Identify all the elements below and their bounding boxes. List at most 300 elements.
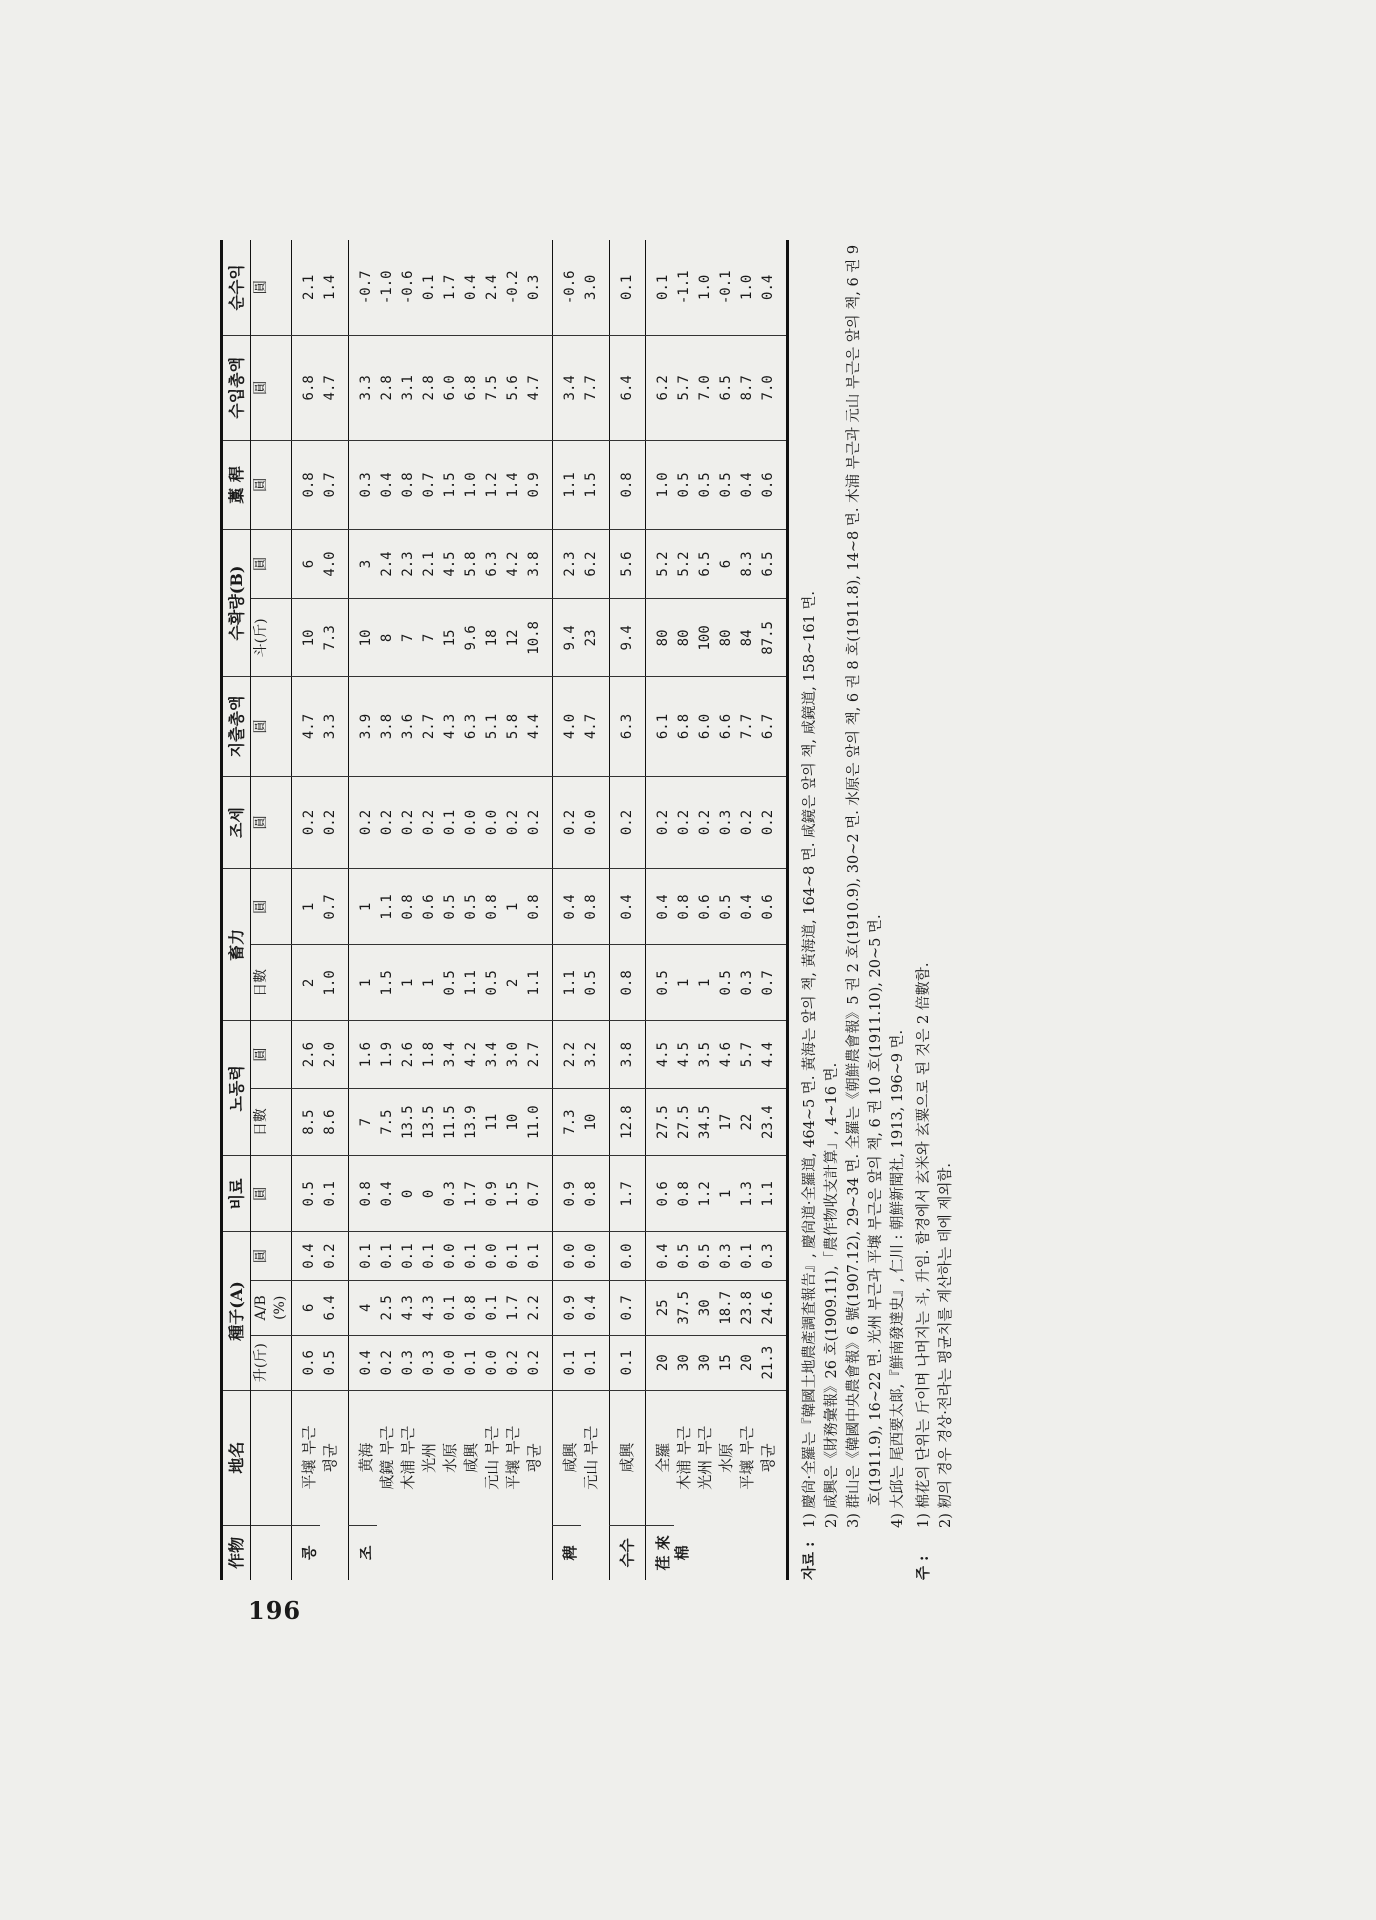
table-row [419, 240, 440, 1580]
unit-seed-ratio: A/B (%) [251, 1280, 292, 1335]
value-cell: 0.8 [610, 945, 646, 1021]
value-cell: 0.6 [292, 1335, 321, 1390]
value-cell: 0.5 [695, 441, 716, 530]
value-cell: 1.5 [377, 945, 398, 1021]
value-cell: 6.0 [440, 335, 461, 441]
value-cell: 0.4 [292, 1232, 321, 1281]
value-cell: 9.4 [610, 599, 646, 677]
value-cell: 6.6 [716, 677, 737, 776]
value-cell: 0.4 [737, 869, 758, 945]
place-name-cell: 평균 [525, 1443, 543, 1473]
table-row [737, 240, 758, 1580]
unit-animal-won: 圓 [251, 869, 292, 945]
value-cell: 0.5 [581, 945, 610, 1021]
table-row [398, 240, 419, 1580]
value-cell: 6.4 [320, 1280, 349, 1335]
value-cell: 0.4 [610, 869, 646, 945]
value-cell: 0.8 [398, 441, 419, 530]
value-cell: 3.8 [610, 1021, 646, 1089]
crop-group [610, 240, 646, 1580]
table-row [377, 240, 398, 1580]
value-cell: 5.7 [674, 335, 695, 441]
value-cell: 0.8 [674, 869, 695, 945]
value-cell: 10 [349, 599, 378, 677]
table-row [553, 240, 582, 1580]
value-cell: 5.6 [503, 335, 524, 441]
value-cell: 1.5 [581, 441, 610, 530]
value-cell: 23.8 [737, 1280, 758, 1335]
value-cell: 23 [581, 599, 610, 677]
unit-seed-won: 圓 [251, 1232, 292, 1281]
value-cell: 0.7 [524, 1156, 553, 1232]
value-cell: 0.4 [461, 240, 482, 335]
notes-label: 주 : [915, 1555, 932, 1580]
value-cell: 1.1 [553, 441, 582, 530]
value-cell: 6.8 [674, 677, 695, 776]
value-cell: 0.0 [482, 1335, 503, 1390]
crop-name: 荏 來 棉 [654, 1535, 691, 1571]
value-cell: 3.5 [695, 1021, 716, 1089]
value-cell: 0.4 [377, 441, 398, 530]
notes-block [799, 240, 957, 1580]
value-cell: 3.6 [398, 677, 419, 776]
value-cell: 0.6 [695, 869, 716, 945]
value-cell: 8.5 [292, 1088, 321, 1156]
value-cell: 5.8 [461, 529, 482, 599]
value-cell: 1.1 [524, 945, 553, 1021]
value-cell: 2.0 [320, 1021, 349, 1089]
table-row [349, 240, 378, 1580]
value-cell: 10.8 [524, 599, 553, 677]
sources-label: 자료 : [801, 1541, 818, 1580]
header-yield: 수확량(B) [222, 529, 251, 677]
value-cell: 7.3 [553, 1088, 582, 1156]
sources-section [799, 240, 909, 1580]
value-cell: 0.4 [581, 1280, 610, 1335]
value-cell: 22 [737, 1088, 758, 1156]
place-name-cell: 咸鏡 부근 [378, 1426, 396, 1490]
unit-yield-won: 圓 [251, 529, 292, 599]
unit-animal-days: 日數 [251, 945, 292, 1021]
table-row [524, 240, 553, 1580]
value-cell: 4.4 [524, 677, 553, 776]
place-name-cell: 元山 부근 [483, 1426, 501, 1490]
value-cell: 2.4 [482, 240, 503, 335]
value-cell: 7.7 [581, 335, 610, 441]
value-cell: 2 [503, 945, 524, 1021]
table-row [461, 240, 482, 1580]
value-cell: 2.4 [377, 529, 398, 599]
header-tax: 조세 [222, 776, 251, 869]
value-cell: 1.1 [377, 869, 398, 945]
value-cell: 11 [482, 1088, 503, 1156]
note-item: 1) 棉花의 단위는 斤이며 나머지는 斗, 升임. 함경에서 玄米와 玄粟으로 된 것은 2 倍數함. [916, 962, 932, 1528]
value-cell: 0.1 [737, 1232, 758, 1281]
value-cell: 11.5 [440, 1088, 461, 1156]
value-cell: 0.2 [646, 776, 675, 869]
value-cell: 6.3 [482, 529, 503, 599]
value-cell: 87.5 [758, 599, 788, 677]
table-row [292, 240, 321, 1580]
table-row [646, 240, 675, 1580]
header-seed: 種子(A) [222, 1232, 251, 1390]
value-cell: 0.2 [503, 1335, 524, 1390]
value-cell: 1.3 [737, 1156, 758, 1232]
value-cell: 5.2 [646, 529, 675, 599]
unit-labor-won: 圓 [251, 1021, 292, 1089]
value-cell: 18 [482, 599, 503, 677]
value-cell: 0.0 [482, 776, 503, 869]
value-cell: 27.5 [646, 1088, 675, 1156]
value-cell: 0.3 [349, 441, 378, 530]
crop-name: 콩 [300, 1545, 318, 1561]
value-cell: 6.5 [716, 335, 737, 441]
value-cell: 3.4 [482, 1021, 503, 1089]
value-cell: 6.8 [461, 335, 482, 441]
value-cell: 0.4 [553, 869, 582, 945]
table-row [320, 240, 349, 1580]
value-cell: 0.0 [440, 1335, 461, 1390]
value-cell: 3 [349, 529, 378, 599]
crop-group [349, 240, 553, 1580]
value-cell: 3.4 [440, 1021, 461, 1089]
value-cell: 9.6 [461, 599, 482, 677]
value-cell: 0.1 [482, 1280, 503, 1335]
value-cell: 0.2 [377, 1335, 398, 1390]
value-cell: 6.2 [581, 529, 610, 599]
place-name-cell: 光州 부근 [696, 1426, 714, 1490]
value-cell: 0.2 [674, 776, 695, 869]
value-cell: 2.8 [377, 335, 398, 441]
value-cell: 12.8 [610, 1088, 646, 1156]
value-cell: 0.8 [398, 869, 419, 945]
value-cell: 1.1 [553, 945, 582, 1021]
value-cell: 0.4 [737, 441, 758, 530]
value-cell: 1.2 [695, 1156, 716, 1232]
value-cell: 1.7 [503, 1280, 524, 1335]
value-cell: 7.3 [320, 599, 349, 677]
value-cell: 80 [674, 599, 695, 677]
header-income: 수입총액 [222, 335, 251, 441]
table-row [482, 240, 503, 1580]
value-cell: 3.0 [503, 1021, 524, 1089]
place-name-cell: 全羅 [646, 1390, 675, 1525]
unit-seed-qty: 升(斤) [251, 1335, 292, 1390]
value-cell: 1 [349, 945, 378, 1021]
value-cell: 0.2 [503, 776, 524, 869]
value-cell: 3.3 [320, 677, 349, 776]
value-cell: 1.8 [419, 1021, 440, 1089]
value-cell: 0.8 [482, 869, 503, 945]
value-cell: 0.5 [292, 1156, 321, 1232]
value-cell: 4.0 [320, 529, 349, 599]
value-cell: 0.3 [524, 240, 553, 335]
place-name-cell: 평균 [321, 1443, 339, 1473]
value-cell: 80 [716, 599, 737, 677]
value-cell: 84 [737, 599, 758, 677]
crop-group [292, 240, 349, 1580]
value-cell: 5.7 [737, 1021, 758, 1089]
value-cell: 6.5 [695, 529, 716, 599]
value-cell: 0.1 [461, 1232, 482, 1281]
value-cell: 0.8 [349, 1156, 378, 1232]
unit-yield-qty: 斗(斤) [251, 599, 292, 677]
value-cell: 0.1 [419, 240, 440, 335]
value-cell: 1 [695, 945, 716, 1021]
header-animal: 畜力 [222, 869, 251, 1021]
value-cell: 23.4 [758, 1088, 788, 1156]
value-cell: 27.5 [674, 1088, 695, 1156]
value-cell: 1.0 [320, 945, 349, 1021]
value-cell: 1.1 [461, 945, 482, 1021]
value-cell: 0.4 [377, 1156, 398, 1232]
value-cell: 4.3 [440, 677, 461, 776]
value-cell: 1 [398, 945, 419, 1021]
source-item: 2) 咸興은《財務彙報》26 호(1909.11),「農作物收支計算」, 4~16 면. [824, 1062, 840, 1528]
table-row [581, 240, 610, 1580]
value-cell: 30 [695, 1335, 716, 1390]
value-cell: 5.6 [610, 529, 646, 599]
value-cell: 0.1 [503, 1232, 524, 1281]
value-cell: 7 [349, 1088, 378, 1156]
value-cell: 6.7 [758, 677, 788, 776]
value-cell: 0.5 [320, 1335, 349, 1390]
value-cell: 2.7 [419, 677, 440, 776]
value-cell: 0.5 [440, 945, 461, 1021]
source-item: 1) 慶尙·全羅는『韓國土地農產調査報告』, 慶尙道·全羅道, 464~5 면. 黃海는 앞의 책, 黃海道, 164~8 면. 咸鏡은 앞의 책, 咸鏡道, 158~161 면. [802, 590, 818, 1528]
value-cell: 2.1 [292, 240, 321, 335]
value-cell: 10 [503, 1088, 524, 1156]
value-cell: 4.5 [674, 1021, 695, 1089]
header-crop: 作物 [222, 1525, 251, 1580]
value-cell: 4.2 [503, 529, 524, 599]
header-fertilizer: 비료 [222, 1156, 251, 1232]
value-cell: 3.2 [581, 1021, 610, 1089]
value-cell: 0.1 [610, 240, 646, 335]
value-cell: -1.1 [674, 240, 695, 335]
value-cell: 4.4 [758, 1021, 788, 1089]
value-cell: 7.0 [758, 335, 788, 441]
value-cell: 0.3 [440, 1156, 461, 1232]
value-cell: 10 [292, 599, 321, 677]
value-cell: 34.5 [695, 1088, 716, 1156]
value-cell: 13.5 [419, 1088, 440, 1156]
value-cell: 6.2 [646, 335, 675, 441]
unit-expense: 圓 [251, 677, 292, 776]
value-cell: 0.5 [674, 441, 695, 530]
value-cell: 7.5 [377, 1088, 398, 1156]
place-name-cell: 水原 [441, 1442, 459, 1473]
value-cell: 0.2 [349, 776, 378, 869]
crop-group [646, 240, 788, 1580]
value-cell: 1.0 [646, 441, 675, 530]
crop-group [553, 240, 610, 1580]
header-expense: 지출총액 [222, 677, 251, 776]
value-cell: 6 [716, 529, 737, 599]
unit-fertilizer: 圓 [251, 1156, 292, 1232]
value-cell: 0.1 [553, 1335, 582, 1390]
page-number: 196 [248, 1596, 302, 1625]
value-cell: 0.8 [524, 869, 553, 945]
value-cell: 0.0 [440, 1232, 461, 1281]
value-cell: 0.5 [482, 945, 503, 1021]
value-cell: 5.1 [482, 677, 503, 776]
value-cell: 6 [292, 529, 321, 599]
value-cell: 0.3 [398, 1335, 419, 1390]
value-cell: 0.7 [320, 441, 349, 530]
place-name-cell: 咸興 [610, 1390, 646, 1525]
value-cell: 21.3 [758, 1335, 788, 1390]
value-cell: 0.5 [440, 869, 461, 945]
value-cell: 3.1 [398, 335, 419, 441]
value-cell: 0.3 [716, 1232, 737, 1281]
value-cell: 7.5 [482, 335, 503, 441]
value-cell: 1 [674, 945, 695, 1021]
value-cell: 3.0 [581, 240, 610, 335]
header-place: 地名 [222, 1390, 251, 1525]
value-cell: 0.1 [646, 240, 675, 335]
value-cell: 0.1 [419, 1232, 440, 1281]
value-cell: 1.7 [461, 1156, 482, 1232]
header-row [222, 240, 251, 1580]
value-cell: 4.5 [440, 529, 461, 599]
note-item: 2) 籾의 경우 경상·전라는 평균치를 계산하는 데에 제외함. [938, 1162, 954, 1528]
value-cell: 3.9 [349, 677, 378, 776]
value-cell: 6 [292, 1280, 321, 1335]
value-cell: 7.7 [737, 677, 758, 776]
value-cell: 0.8 [461, 1280, 482, 1335]
place-name-cell: 黄海 [349, 1390, 378, 1525]
value-cell: 0.2 [553, 776, 582, 869]
value-cell: 80 [646, 599, 675, 677]
value-cell: 0.1 [440, 1280, 461, 1335]
value-cell: 30 [695, 1280, 716, 1335]
value-cell: 4 [349, 1280, 378, 1335]
rotated-page-content [220, 240, 1100, 1580]
value-cell: 15 [440, 599, 461, 677]
value-cell: 0.5 [646, 945, 675, 1021]
farm-income-table [220, 240, 789, 1580]
value-cell: 0.7 [758, 945, 788, 1021]
value-cell: 2.6 [292, 1021, 321, 1089]
header-profit: 순수익 [222, 240, 251, 335]
value-cell: 20 [646, 1335, 675, 1390]
value-cell: 0.7 [320, 869, 349, 945]
value-cell: 7.0 [695, 335, 716, 441]
value-cell: 0.0 [482, 1232, 503, 1281]
table-row [716, 240, 737, 1580]
crop-name: 수수 [618, 1538, 636, 1568]
value-cell: 8.7 [737, 335, 758, 441]
value-cell: 0.2 [320, 776, 349, 869]
value-cell: 0.9 [553, 1280, 582, 1335]
value-cell: 4.2 [461, 1021, 482, 1089]
value-cell: 17 [716, 1088, 737, 1156]
value-cell: 0.5 [674, 1232, 695, 1281]
value-cell: 0.2 [695, 776, 716, 869]
value-cell: 2.3 [398, 529, 419, 599]
value-cell: 0.7 [610, 1280, 646, 1335]
value-cell: 0.3 [716, 776, 737, 869]
value-cell: 0.4 [646, 1232, 675, 1281]
value-cell: 0.8 [581, 1156, 610, 1232]
value-cell: 4.7 [292, 677, 321, 776]
value-cell: 100 [695, 599, 716, 677]
value-cell: 0.9 [553, 1156, 582, 1232]
value-cell: 25 [646, 1280, 675, 1335]
value-cell: 0.1 [524, 1232, 553, 1281]
value-cell: 0.8 [581, 869, 610, 945]
value-cell: 0.2 [377, 776, 398, 869]
value-cell: 0.1 [349, 1232, 378, 1281]
value-cell: 1.4 [503, 441, 524, 530]
value-cell: 1 [349, 869, 378, 945]
value-cell: 8 [377, 599, 398, 677]
value-cell: 0.6 [758, 441, 788, 530]
table-row [503, 240, 524, 1580]
value-cell: 0.0 [553, 1232, 582, 1281]
value-cell: 0.4 [349, 1335, 378, 1390]
value-cell: 0.2 [320, 1232, 349, 1281]
value-cell: 0.3 [737, 945, 758, 1021]
value-cell: 2.6 [398, 1021, 419, 1089]
value-cell: 2.3 [553, 529, 582, 599]
value-cell: 0.1 [320, 1156, 349, 1232]
place-name-cell: 평균 [759, 1443, 777, 1473]
value-cell: 20 [737, 1335, 758, 1390]
source-item: 4) 大邱는 尾西要太郞,『鮮南發達史』, 仁川 : 朝鮮新聞社, 1913, 196~9 면. [890, 1029, 906, 1528]
value-cell: 0.3 [758, 1232, 788, 1281]
value-cell: 0.8 [674, 1156, 695, 1232]
value-cell: 8.3 [737, 529, 758, 599]
value-cell: 0.4 [758, 240, 788, 335]
value-cell: 8.6 [320, 1088, 349, 1156]
table-row [440, 240, 461, 1580]
value-cell: 6.8 [292, 335, 321, 441]
value-cell: 0.5 [716, 441, 737, 530]
value-cell: 0.5 [716, 869, 737, 945]
value-cell: 3.4 [553, 335, 582, 441]
value-cell: 0.2 [524, 1335, 553, 1390]
value-cell: 6.5 [758, 529, 788, 599]
value-cell: 2.2 [553, 1021, 582, 1089]
value-cell: 4.7 [581, 677, 610, 776]
value-cell: 0.2 [610, 776, 646, 869]
value-cell: -0.2 [503, 240, 524, 335]
unit-income: 圓 [251, 335, 292, 441]
value-cell: 0.3 [419, 1335, 440, 1390]
value-cell: 1.7 [610, 1156, 646, 1232]
value-cell: 4.3 [419, 1280, 440, 1335]
value-cell: 1.0 [461, 441, 482, 530]
place-name-cell: 木浦 부근 [399, 1426, 417, 1490]
value-cell: 6.1 [646, 677, 675, 776]
value-cell: 0.2 [524, 776, 553, 869]
value-cell: 1.0 [695, 240, 716, 335]
value-cell: 1.2 [482, 441, 503, 530]
unit-profit: 圓 [251, 240, 292, 335]
value-cell: 3.3 [349, 335, 378, 441]
value-cell: 0.1 [377, 1232, 398, 1281]
table-row [695, 240, 716, 1580]
value-cell: 1.7 [440, 240, 461, 335]
value-cell: 1.1 [758, 1156, 788, 1232]
value-cell: 4.5 [646, 1021, 675, 1089]
value-cell: 10 [581, 1088, 610, 1156]
value-cell: 1 [503, 869, 524, 945]
value-cell: 1.6 [349, 1021, 378, 1089]
place-name-cell: 平壤 부근 [738, 1426, 756, 1490]
